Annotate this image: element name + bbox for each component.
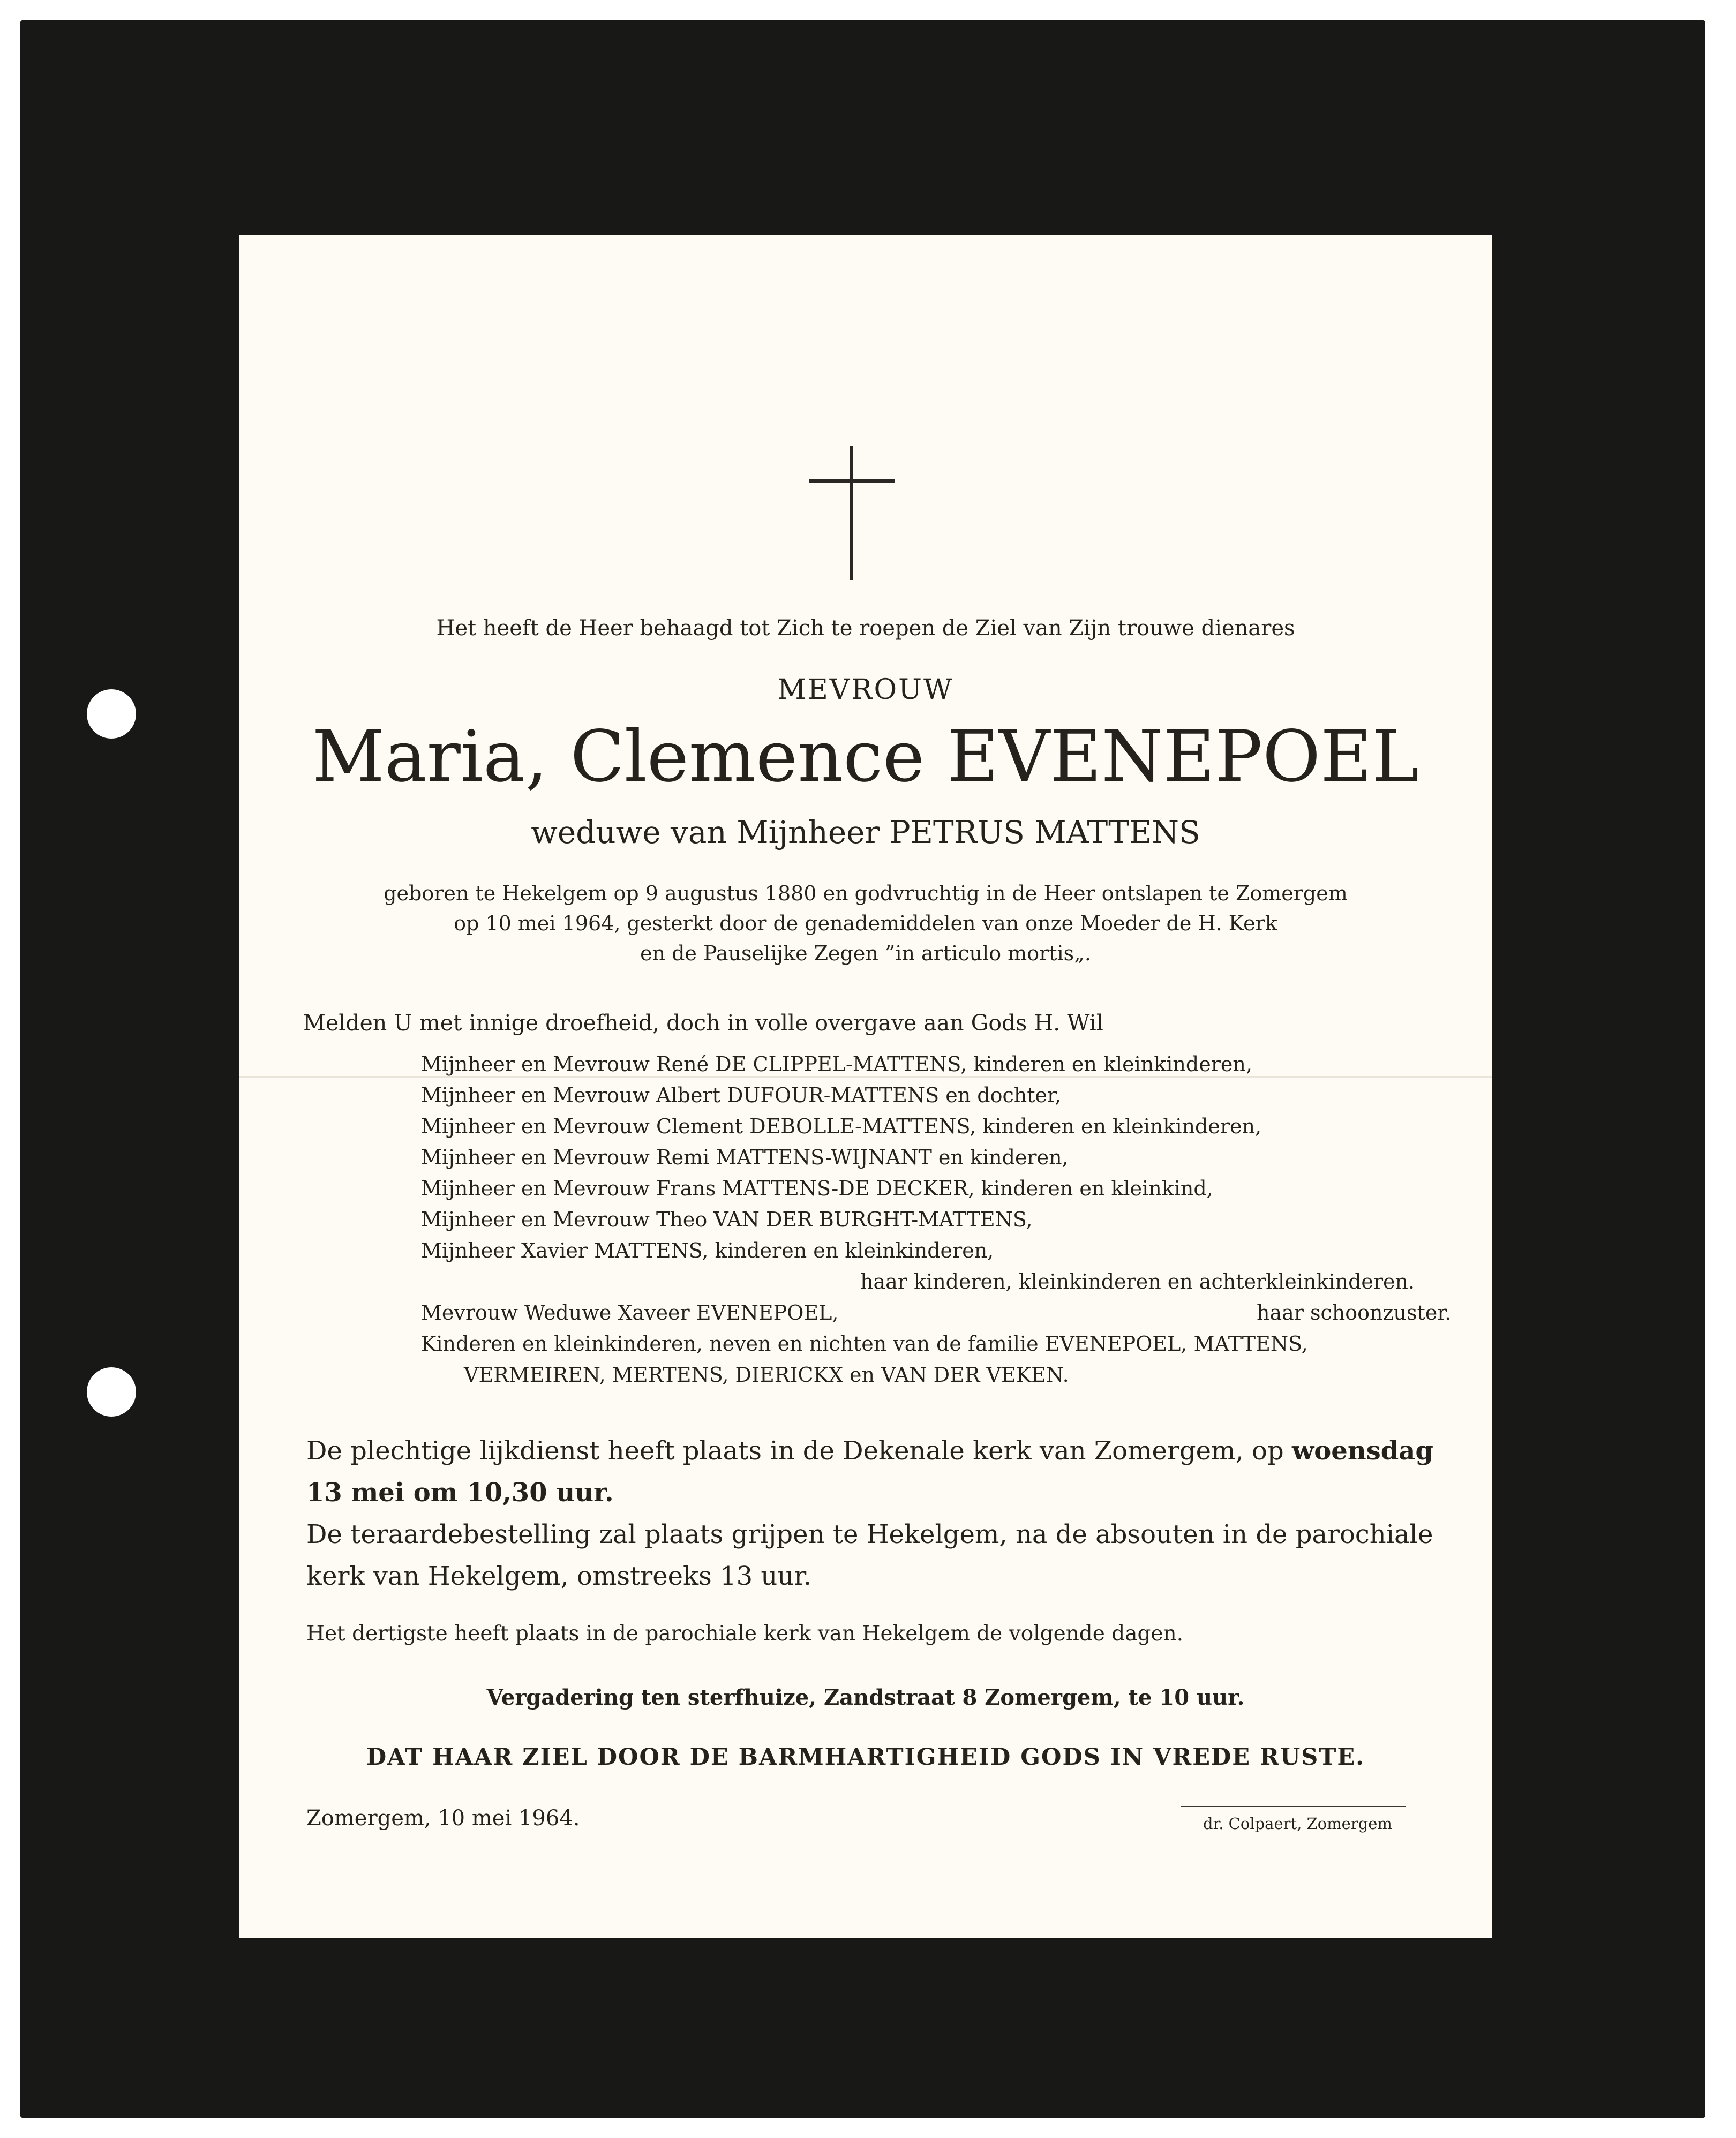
dateline: Zomergem, 10 mei 1964. — [306, 1806, 580, 1831]
relatives-summary: haar kinderen, kleinkinderen en achterkleinkinderen. — [860, 1270, 1415, 1293]
honorific: MEVROUW — [777, 674, 954, 706]
widow-of-line: weduwe van Mijnheer PETRUS MATTENS — [531, 814, 1200, 850]
memorial-card — [239, 235, 1492, 1938]
sister-in-law-row — [421, 1297, 1452, 1328]
printer-rule — [1181, 1806, 1406, 1807]
punch-hole-top — [87, 689, 136, 739]
relative-entry: Mijnheer en Mevrouw Theo VAN DER BURGHT-MATTENS, — [421, 1208, 1033, 1231]
birth-death-line: en de Pauselijke Zegen ”in articulo mortis„. — [640, 942, 1091, 965]
service-day: woensdag — [1291, 1436, 1433, 1466]
service-line-2 — [306, 1472, 1442, 1514]
intro-text: Het heeft de Heer behaagd tot Zich te roepen de Ziel van Zijn trouwe dienares — [436, 616, 1295, 641]
sister-in-law-name: Mevrouw Weduwe Xaveer EVENEPOEL, — [421, 1301, 839, 1324]
burial-line-1: De teraardebestelling zal plaats grijpen te Hekelgem, na de absouten in de parochiale — [306, 1519, 1433, 1549]
announcement: Melden U met innige droefheid, doch in volle overgave aan Gods H. Wil — [303, 1010, 1103, 1036]
burial-line-2: kerk van Hekelgem, omstreeks 13 uur. — [306, 1561, 812, 1591]
thirtieth-day-note: Het dertigste heeft plaats in de parochiale kerk van Hekelgem de volgende dagen. — [306, 1622, 1184, 1646]
punch-hole-bottom — [87, 1367, 136, 1417]
relative-entry: Mijnheer en Mevrouw Clement DEBOLLE-MATTENS, kinderen en kleinkinderen, — [421, 1115, 1262, 1138]
birth-death-line: geboren te Hekelgem op 9 augustus 1880 en godvruchtig in de Heer ontslapen te Zomergem — [384, 882, 1348, 905]
relative-entry: Mijnheer en Mevrouw Remi MATTENS-WIJNANT en kinderen, — [421, 1146, 1069, 1169]
service-time: 13 mei om 10,30 uur. — [306, 1478, 614, 1508]
relatives-summary-row — [421, 1266, 1439, 1297]
service-line-1: De plechtige lijkdienst heeft plaats in de Dekenale kerk van Zomergem, op woensdag — [306, 1436, 1433, 1466]
relative-entry: Mijnheer en Mevrouw Frans MATTENS-DE DECKER, kinderen en kleinkind, — [421, 1177, 1213, 1200]
sister-in-law-relation: haar schoonzuster. — [1257, 1301, 1452, 1324]
birth-death-details — [239, 878, 1492, 968]
cross-icon — [809, 446, 895, 580]
printer-credit: dr. Colpaert, Zomergem — [1203, 1815, 1392, 1833]
extended-family-line: VERMEIREN, MERTENS, DIERICKX en VAN DER VEKEN. — [464, 1363, 1069, 1387]
birth-death-line: op 10 mei 1964, gesterkt door de genademiddelen van onze Moeder de H. Kerk — [454, 912, 1277, 935]
service-details — [306, 1430, 1442, 1597]
extended-family-line: Kinderen en kleinkinderen, neven en nichten van de familie EVENEPOEL, MATTENS, — [421, 1332, 1308, 1356]
relative-entry: Mijnheer en Mevrouw René DE CLIPPEL-MATTENS, kinderen en kleinkinderen, — [421, 1052, 1252, 1076]
relatives-list — [421, 1049, 1482, 1390]
relative-entry: Mijnheer Xavier MATTENS, kinderen en kleinkinderen, — [421, 1239, 994, 1262]
gathering-note: Vergadering ten sterfhuize, Zandstraat 8 Zomergem, te 10 uur. — [486, 1685, 1245, 1710]
deceased-name: Maria, Clemence EVENEPOEL — [312, 716, 1419, 798]
relative-entry: Mijnheer en Mevrouw Albert DUFOUR-MATTENS en dochter, — [421, 1083, 1062, 1107]
closing-prayer: DAT HAAR ZIEL DOOR DE BARMHARTIGHEID GODS IN VREDE RUSTE. — [366, 1744, 1365, 1771]
